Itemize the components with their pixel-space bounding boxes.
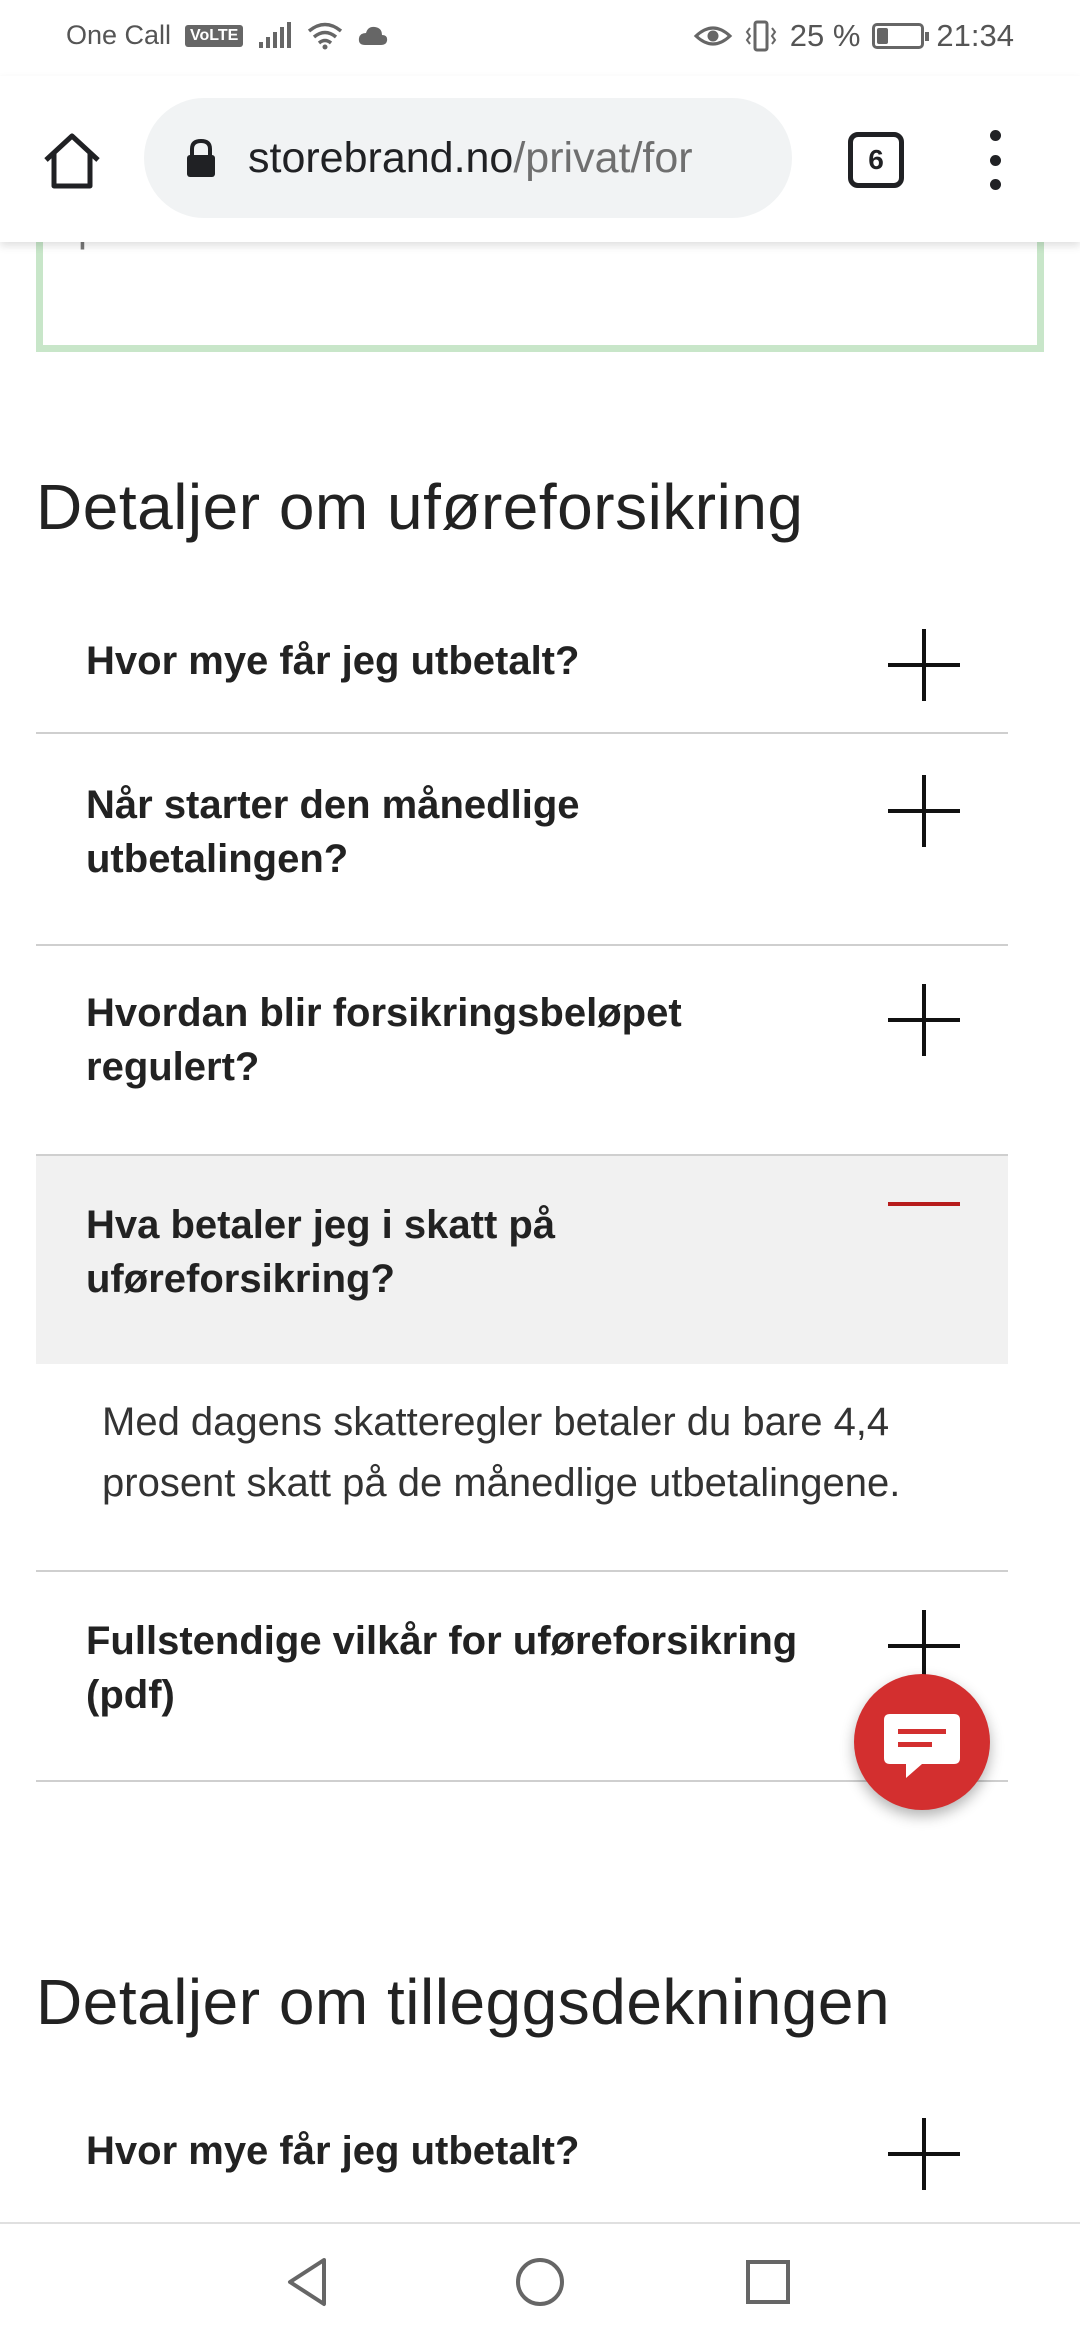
accordion-question: Hvor mye får jeg utbetalt? xyxy=(86,639,580,683)
page-content xyxy=(0,242,1080,2222)
carrier-name: One Call xyxy=(66,20,172,50)
url-path: /privat/for xyxy=(513,133,693,182)
status-right xyxy=(694,18,1014,54)
battery-level-fill xyxy=(877,28,888,44)
tab-switcher-button[interactable]: 6 xyxy=(848,132,904,188)
accordion-item[interactable] xyxy=(36,948,1008,1156)
accordion-question: Hvor mye får jeg utbetalt? xyxy=(86,2129,580,2173)
accordion-question: Hva betaler jeg i skatt på uføreforsikring? xyxy=(86,1203,556,1301)
accordion-item[interactable] xyxy=(36,592,1008,734)
back-icon[interactable] xyxy=(278,2250,342,2314)
accordion-item[interactable] xyxy=(36,2082,1008,2224)
address-bar[interactable] xyxy=(144,98,792,218)
status-bar xyxy=(0,0,1080,76)
plus-icon[interactable] xyxy=(888,629,960,701)
lock-icon xyxy=(184,137,218,179)
chat-button[interactable] xyxy=(854,1674,990,1810)
home-nav-icon[interactable] xyxy=(508,2250,572,2314)
chat-icon xyxy=(854,1674,990,1810)
browser-toolbar xyxy=(0,76,1080,242)
eye-icon xyxy=(694,23,732,49)
vibrate-icon xyxy=(744,19,778,53)
accordion-item[interactable] xyxy=(36,736,1008,946)
system-nav-bar xyxy=(0,2222,1080,2340)
section-title: Detaljer om tilleggsdekningen xyxy=(36,1966,891,2038)
accordion-question: Fullstendige vilkår for uføreforsikring (pdf) xyxy=(86,1619,798,1717)
accordion-question: Hvordan blir forsikringsbeløpet regulert? xyxy=(86,991,682,1089)
battery-percent: 25 % xyxy=(789,18,861,53)
signal-icon xyxy=(257,22,293,50)
plus-icon[interactable] xyxy=(888,2118,960,2190)
overflow-menu-icon[interactable] xyxy=(975,128,1015,192)
plus-icon[interactable] xyxy=(888,775,960,847)
clock: 21:34 xyxy=(936,18,1014,53)
wifi-icon xyxy=(307,22,343,50)
plus-icon[interactable] xyxy=(888,984,960,1056)
accordion-answer: Med dagens skatteregler betaler du bare 4,4 prosent skatt på de månedlige utbetalingene. xyxy=(102,1400,901,1505)
url-domain: storebrand.no xyxy=(248,133,514,182)
volte-badge: VoLTE xyxy=(185,25,243,47)
plus-icon[interactable] xyxy=(888,1610,960,1682)
minus-icon[interactable] xyxy=(888,1168,960,1240)
section-title: Detaljer om uføreforsikring xyxy=(36,471,804,543)
accordion-item-expanded[interactable] xyxy=(36,1156,1008,1364)
accordion-question: Når starter den månedlige utbetalingen? xyxy=(86,783,580,881)
cloud-icon xyxy=(357,25,389,47)
status-left xyxy=(66,20,389,51)
battery-icon xyxy=(872,23,924,49)
recents-icon[interactable] xyxy=(736,2250,800,2314)
home-icon[interactable] xyxy=(38,126,106,194)
